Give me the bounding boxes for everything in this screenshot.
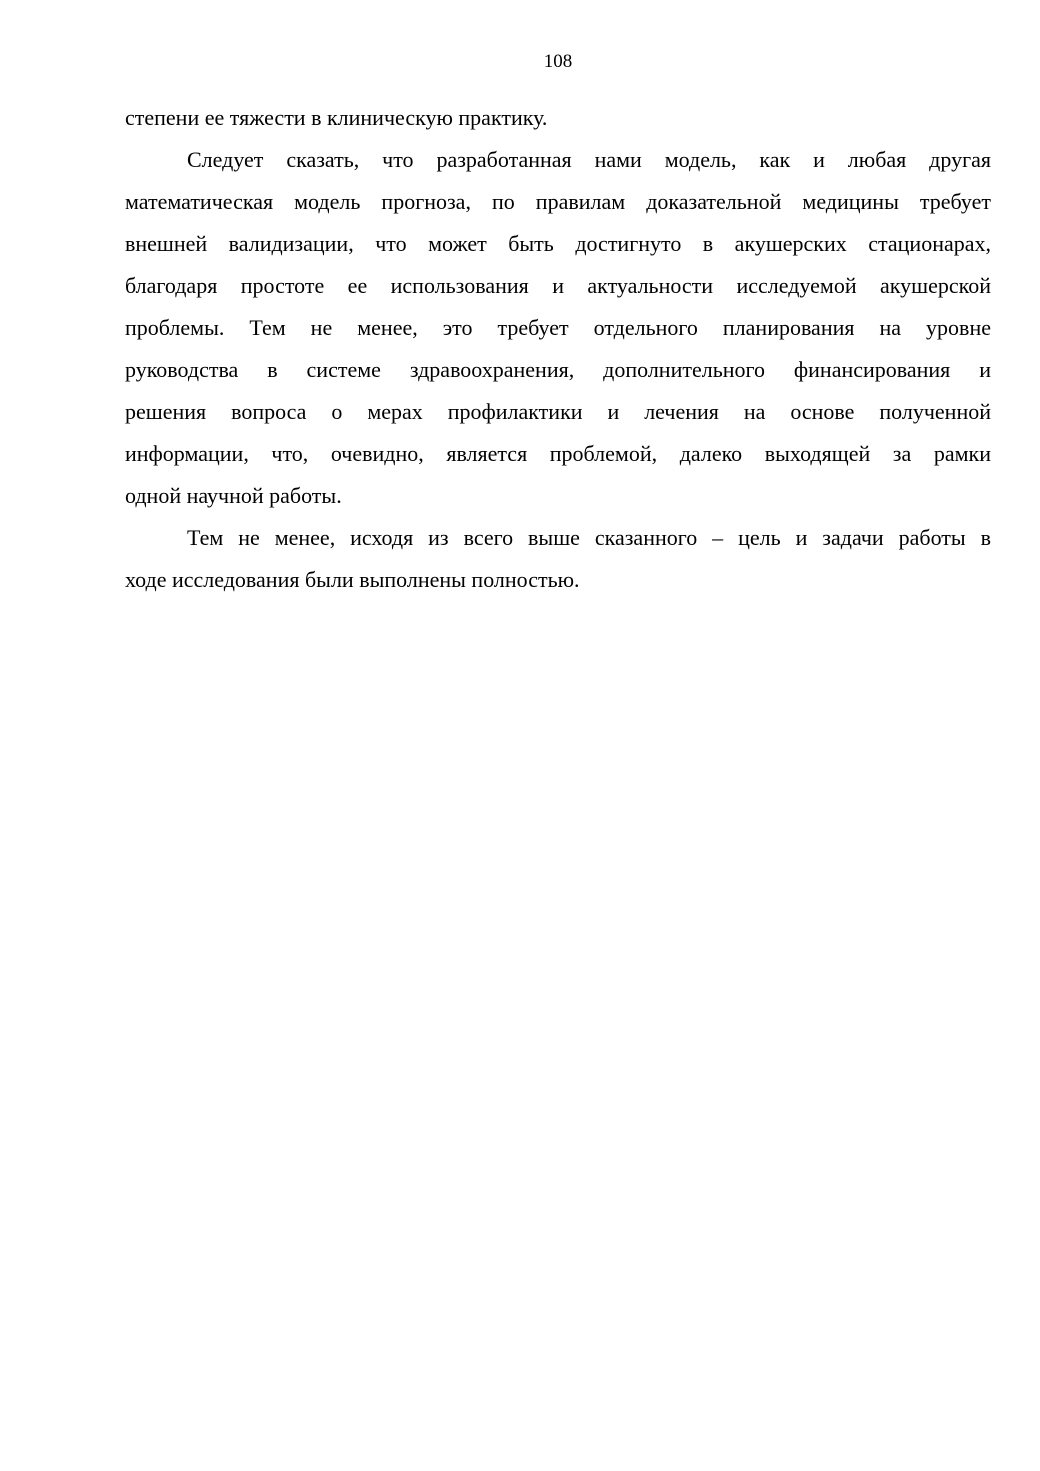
text-line: руководства в системе здравоохранения, дополнительного финансирования и bbox=[125, 357, 991, 382]
text-line: проблемы. Тем не менее, это требует отдельного планирования на уровне bbox=[125, 315, 991, 340]
text-line: Тем не менее, исходя из всего выше сказанного – цель и задачи работы в bbox=[187, 525, 991, 550]
text-line: информации, что, очевидно, является проблемой, далеко выходящей за рамки bbox=[125, 441, 991, 466]
text-line: ходе исследования были выполнены полностью. bbox=[125, 567, 580, 592]
text-line: благодаря простоте ее использования и актуальности исследуемой акушерской bbox=[125, 273, 991, 298]
text-line: одной научной работы. bbox=[125, 483, 342, 508]
text-line: решения вопроса о мерах профилактики и лечения на основе полученной bbox=[125, 399, 991, 424]
page-number: 108 bbox=[543, 51, 573, 72]
text-line: степени ее тяжести в клиническую практику. bbox=[125, 105, 548, 130]
body-text bbox=[125, 97, 991, 601]
text-line: математическая модель прогноза, по правилам доказательной медицины требует bbox=[125, 189, 991, 214]
paragraph-3 bbox=[125, 517, 991, 601]
text-line: внешней валидизации, что может быть достигнуто в акушерских стационарах, bbox=[125, 231, 991, 256]
paragraph-2 bbox=[125, 139, 991, 517]
paragraph-1 bbox=[125, 97, 991, 139]
text-line: Следует сказать, что разработанная нами модель, как и любая другая bbox=[187, 147, 991, 172]
